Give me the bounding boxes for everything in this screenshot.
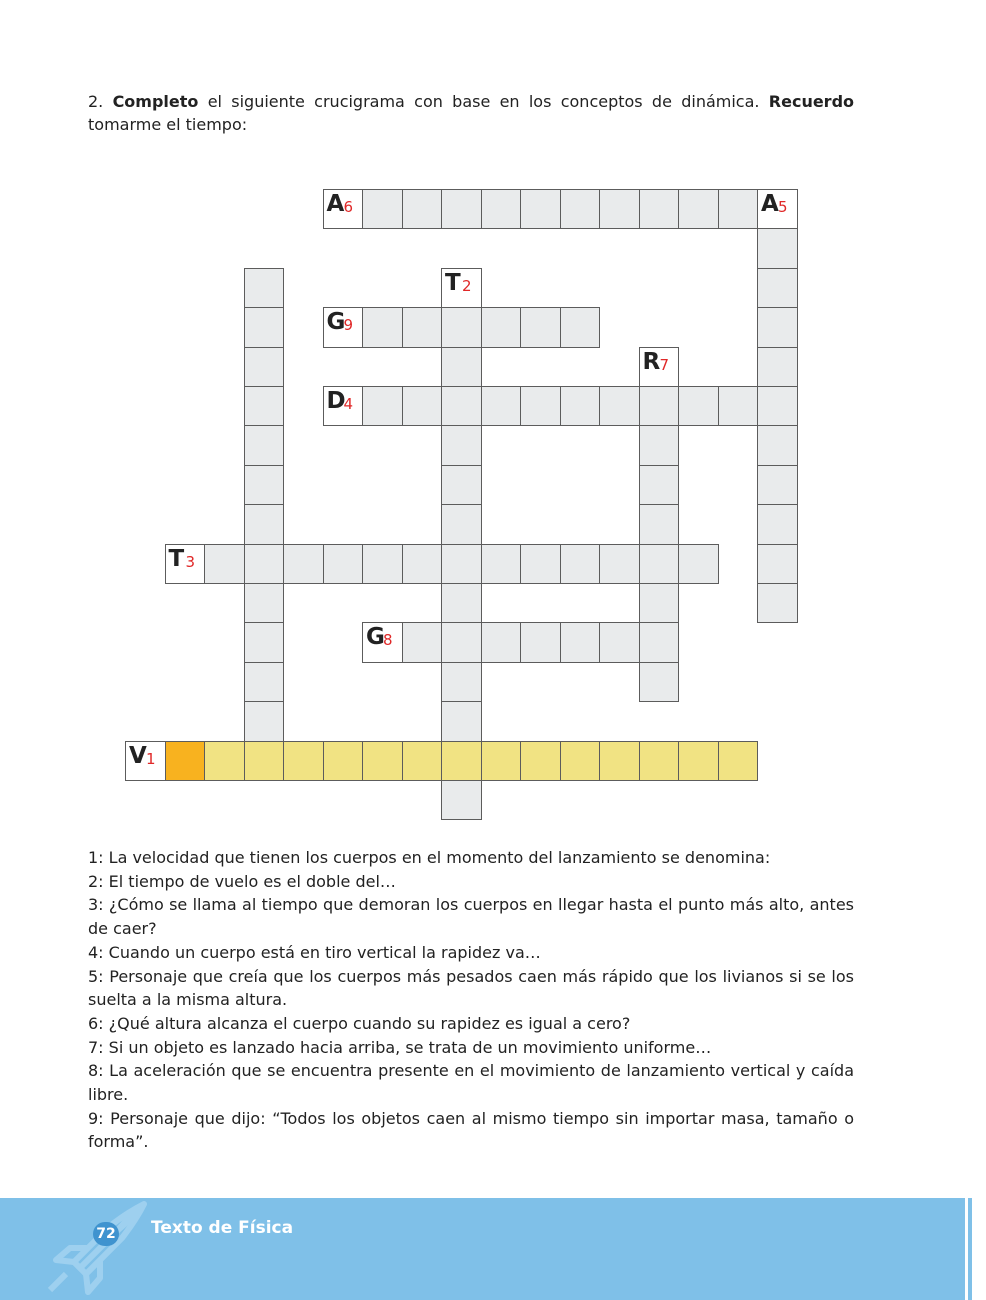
clue-letter: A [326, 191, 345, 217]
crossword-cell[interactable] [441, 544, 482, 584]
crossword-start-cell[interactable] [165, 544, 206, 584]
crossword-cell[interactable] [757, 583, 798, 623]
crossword-cell[interactable] [481, 307, 522, 347]
crossword-cell[interactable] [757, 425, 798, 465]
crossword-cell[interactable] [402, 544, 443, 584]
crossword-cell[interactable] [362, 741, 403, 781]
crossword-cell[interactable] [402, 307, 443, 347]
crossword-cell[interactable] [520, 622, 561, 662]
clue-number: 9 [343, 316, 354, 335]
crossword-cell[interactable] [244, 583, 285, 623]
clue-letter: G [366, 624, 385, 651]
crossword-cell[interactable] [244, 425, 285, 465]
crossword-cell[interactable] [441, 189, 482, 229]
crossword-cell[interactable] [244, 662, 285, 702]
crossword-cell[interactable] [678, 544, 719, 584]
crossword-cell[interactable] [599, 544, 640, 584]
crossword-cell[interactable] [244, 741, 285, 781]
clue-number: 2 [462, 276, 472, 295]
crossword-cell[interactable] [560, 544, 601, 584]
crossword-cell[interactable] [639, 622, 680, 662]
clue-6: 6: ¿Qué altura alcanza el cuerpo cuando su rapidez es igual a cero? [88, 1013, 631, 1033]
crossword-cell[interactable] [481, 189, 522, 229]
crossword-cell[interactable] [362, 386, 403, 426]
crossword-cell[interactable] [520, 189, 561, 229]
crossword-cell[interactable] [441, 741, 482, 781]
clue-2: 2: El tiempo de vuelo es el doble del… [88, 871, 396, 891]
clue-8: 8: La aceleración que se encuentra presente en el movimiento de lanzamiento vertical y caída libre. [88, 1061, 854, 1105]
crossword-cell[interactable] [520, 386, 561, 426]
crossword-cell[interactable] [757, 386, 798, 426]
crossword-highlight-cell[interactable] [165, 741, 206, 781]
crossword-cell[interactable] [639, 386, 680, 426]
crossword-cell[interactable] [560, 189, 601, 229]
crossword-cell[interactable] [639, 465, 680, 505]
crossword-cell[interactable] [481, 622, 522, 662]
crossword-cell[interactable] [244, 307, 285, 347]
crossword-start-cell[interactable] [639, 347, 680, 387]
crossword-cell[interactable] [481, 386, 522, 426]
clue-letter: G [326, 309, 346, 336]
crossword-cell[interactable] [560, 386, 601, 426]
instruction-text-1: el siguiente crucigrama con base en los conceptos de dinámica. [198, 92, 769, 111]
crossword-cell[interactable] [323, 544, 364, 584]
crossword-cell[interactable] [639, 544, 680, 584]
crossword-cell[interactable] [441, 780, 482, 820]
crossword-cell[interactable] [718, 386, 759, 426]
crossword-cell[interactable] [402, 386, 443, 426]
clue-letter: R [642, 348, 661, 375]
clue-1: 1: La velocidad que tienen los cuerpos en el momento del lanzamiento se denomina: [88, 848, 771, 867]
crossword-cell[interactable] [599, 622, 640, 662]
crossword-cell[interactable] [757, 228, 798, 268]
crossword-cell[interactable] [560, 622, 601, 662]
crossword-cell[interactable] [244, 465, 285, 505]
clue-3: 3: ¿Cómo se llama al tiempo que demoran los cuerpos en llegar hasta el punto más alto, antes de caer? [88, 895, 854, 939]
crossword-cell[interactable] [520, 741, 561, 781]
crossword-cell[interactable] [718, 189, 759, 229]
crossword-cell[interactable] [757, 544, 798, 584]
crossword-start-cell[interactable] [441, 268, 482, 308]
crossword-cell[interactable] [639, 662, 680, 702]
crossword-cell[interactable] [520, 307, 561, 347]
crossword-cell[interactable] [204, 741, 245, 781]
clue-number: 7 [659, 355, 670, 374]
crossword-cell[interactable] [244, 347, 285, 387]
clue-number: 1 [146, 749, 156, 768]
crossword-cell[interactable] [639, 504, 680, 544]
crossword-cell[interactable] [639, 189, 680, 229]
crossword-cell[interactable] [244, 544, 285, 584]
crossword-cell[interactable] [678, 386, 719, 426]
crossword-start-cell[interactable] [323, 307, 364, 347]
crossword-cell[interactable] [441, 307, 482, 347]
crossword-cell[interactable] [441, 583, 482, 623]
page-number: 72 [93, 1222, 119, 1246]
instruction-bold-recuerdo: Recuerdo [768, 92, 855, 111]
crossword-cell[interactable] [481, 741, 522, 781]
clue-letter: A [761, 191, 779, 217]
crossword-start-cell[interactable] [323, 189, 364, 229]
crossword-cell[interactable] [639, 741, 680, 781]
crossword-cell[interactable] [283, 741, 324, 781]
crossword-cell[interactable] [362, 189, 403, 229]
crossword-cell[interactable] [244, 622, 285, 662]
clue-letter: T [168, 545, 185, 572]
crossword-cell[interactable] [441, 701, 482, 741]
clue-number: 4 [343, 395, 354, 413]
crossword-cell[interactable] [402, 189, 443, 229]
book-title: Texto de Física [151, 1218, 294, 1238]
clue-letter: T [445, 269, 461, 296]
crossword-cell[interactable] [323, 741, 364, 781]
crossword-cell[interactable] [757, 465, 798, 505]
instruction-number: 2. [88, 92, 104, 111]
crossword-cell[interactable] [639, 425, 680, 465]
crossword-cell[interactable] [599, 741, 640, 781]
crossword-cell[interactable] [441, 465, 482, 505]
crossword-cell[interactable] [362, 544, 403, 584]
crossword-cell[interactable] [599, 189, 640, 229]
crossword-start-cell[interactable] [125, 741, 166, 781]
crossword-cell[interactable] [244, 386, 285, 426]
crossword-cell[interactable] [441, 425, 482, 465]
crossword-cell[interactable] [560, 307, 601, 347]
footer-divider [965, 1198, 968, 1300]
crossword-cell[interactable] [599, 386, 640, 426]
crossword-cell[interactable] [441, 662, 482, 702]
crossword-cell[interactable] [757, 504, 798, 544]
crossword-cell[interactable] [283, 544, 324, 584]
clue-letter: V [129, 742, 147, 769]
crossword-start-cell[interactable] [757, 189, 798, 229]
instruction-text [88, 90, 854, 136]
crossword-cell[interactable] [757, 347, 798, 387]
crossword-cell[interactable] [402, 741, 443, 781]
clue-5: 5: Personaje que creía que los cuerpos más pesados caen más rápido que los livianos si se los suelta a la misma altura. [88, 966, 854, 1010]
crossword-cell[interactable] [362, 307, 403, 347]
crossword-start-cell[interactable] [323, 386, 364, 426]
clue-9: 9: Personaje que dijo: “Todos los objetos caen al mismo tiempo sin importar masa, tamaño o forma”. [88, 1108, 854, 1152]
crossword-cell[interactable] [441, 347, 482, 387]
clue-list [88, 846, 854, 1154]
clue-number: 5 [778, 198, 788, 216]
crossword-cell[interactable] [441, 386, 482, 426]
crossword-cell[interactable] [639, 583, 680, 623]
crossword-cell[interactable] [441, 504, 482, 544]
crossword-cell[interactable] [244, 701, 285, 741]
clue-number: 8 [383, 631, 393, 650]
crossword-cell[interactable] [520, 544, 561, 584]
crossword-cell[interactable] [441, 622, 482, 662]
instruction-text-2: tomarme el tiempo: [88, 115, 248, 134]
crossword-cell[interactable] [718, 741, 759, 781]
clue-letter: D [326, 388, 346, 414]
clue-number: 6 [343, 198, 354, 216]
footer-edge [972, 1198, 986, 1300]
crossword-cell[interactable] [481, 544, 522, 584]
crossword-cell[interactable] [678, 741, 719, 781]
crossword-cell[interactable] [244, 268, 285, 308]
clue-7: 7: Si un objeto es lanzado hacia arriba, se trata de un movimiento uniforme… [88, 1037, 712, 1057]
crossword-cell[interactable] [244, 504, 285, 544]
instruction-bold-completo: Completo [112, 92, 199, 111]
crossword-cell[interactable] [757, 307, 798, 347]
crossword-cell[interactable] [402, 622, 443, 662]
rocket-icon [40, 1200, 150, 1296]
crossword-cell[interactable] [560, 741, 601, 781]
clue-number: 3 [185, 552, 196, 571]
crossword-cell[interactable] [204, 544, 245, 584]
crossword-start-cell[interactable] [362, 622, 403, 662]
clue-4: 4: Cuando un cuerpo está en tiro vertical la rapidez va… [88, 942, 541, 962]
crossword-cell[interactable] [757, 268, 798, 308]
crossword-cell[interactable] [678, 189, 719, 229]
